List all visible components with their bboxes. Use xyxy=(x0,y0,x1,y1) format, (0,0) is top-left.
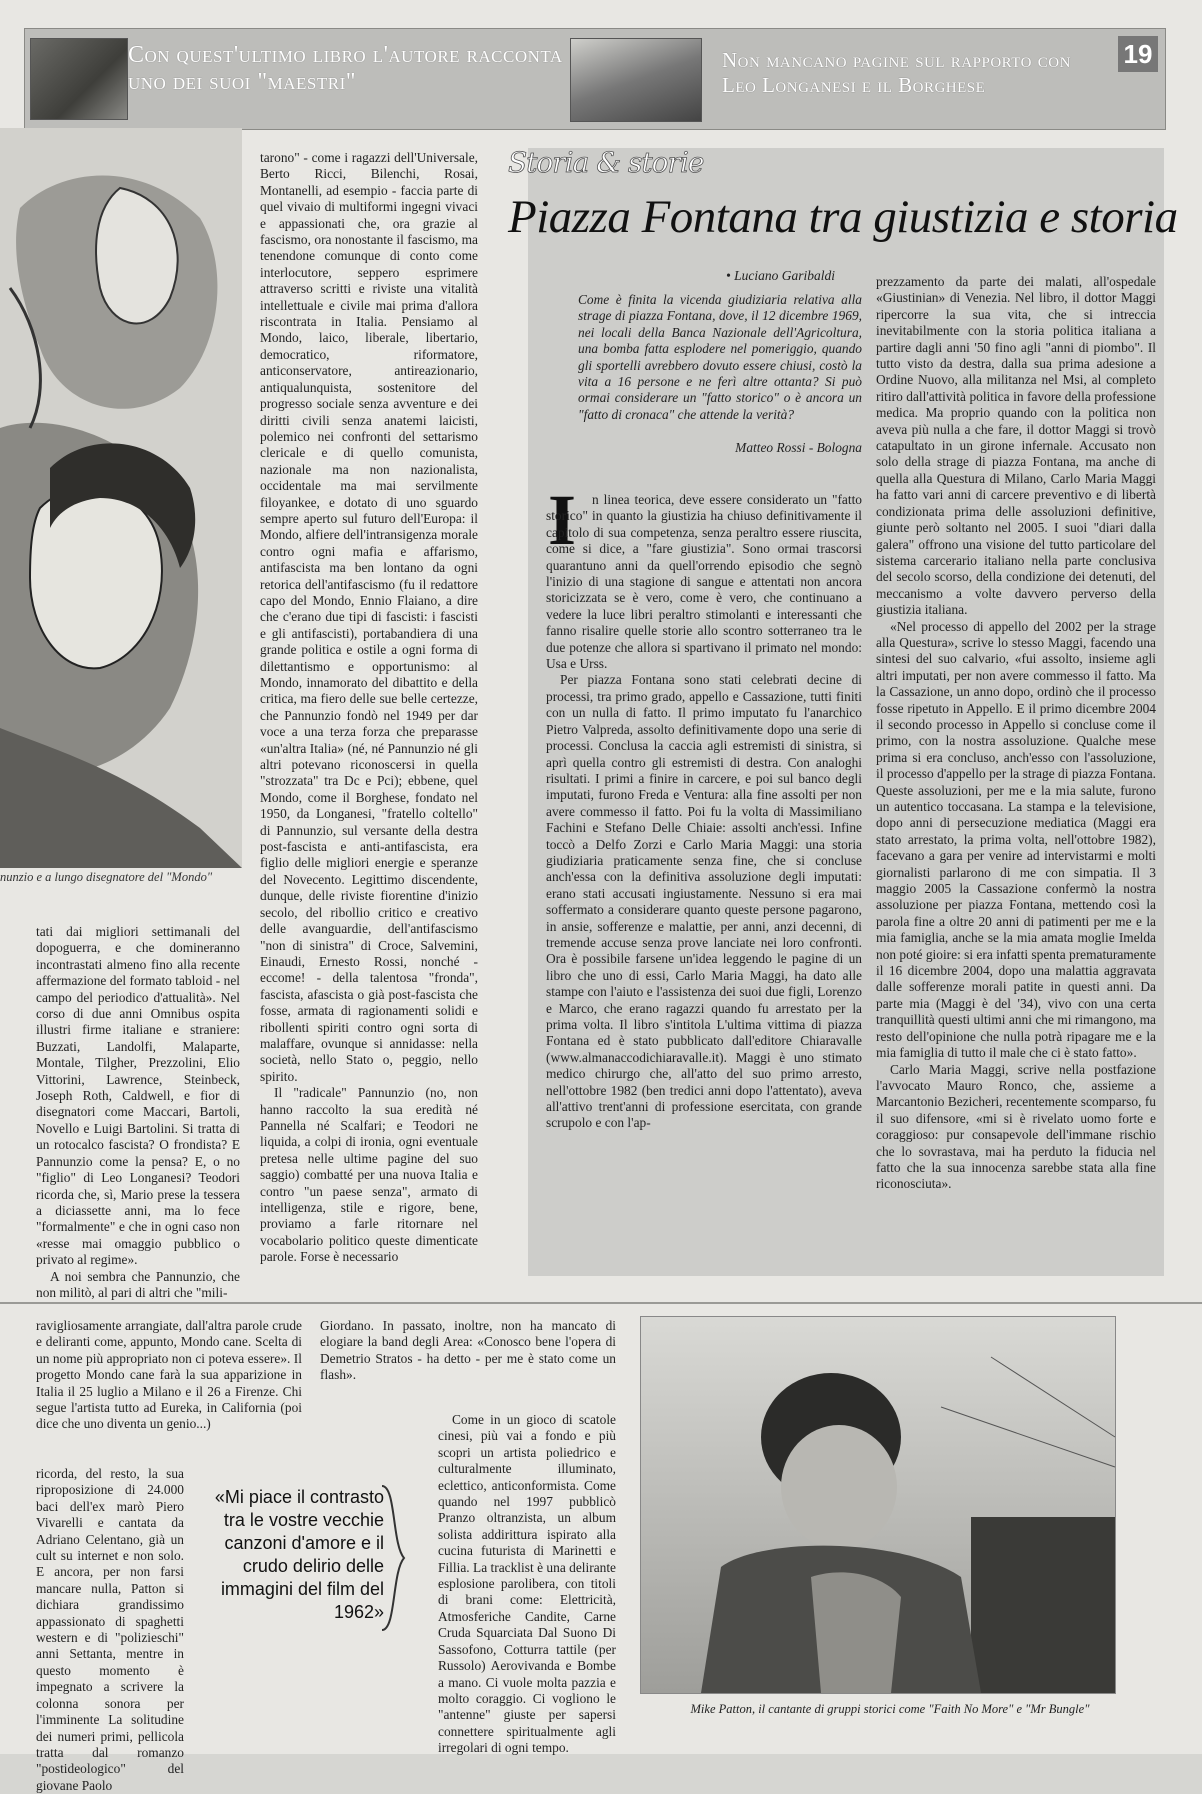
page-number: 19 xyxy=(1118,36,1158,72)
photo-image xyxy=(641,1317,1115,1693)
pull-quote-bracket xyxy=(378,1484,408,1632)
photo-caption: Mike Patton, il cantante di gruppi storici come "Faith No More" e "Mr Bungle" xyxy=(690,1702,1090,1716)
paragraph: prezzamento da parte dei malati, all'ospedale «Giustinian» di Venezia. Nel libro, il dottor Maggi ripercorre la sua vita, che si intreccia inevitabilmente con la storia politica italiana a partire dagli anni '50 fino agli "anni di piombo". Il tutto visto da destra, dalla sua prima adesione a Ordine Nuovo, alla militanza nel Msi, al completo ritiro dall'attività politica in favore della professione medica. Ma proprio quando con la politica non aveva più nulla a che fare, il dottor Maggi si trovò catapultato in un girone infernale. Accusato non solo della strage di piazza Fontana, ma anche di quella alla Questura di Milano, Carlo Maria Maggi ha fatto vari anni di carcere preventivo e di libertà condizionata prima delle assoluzioni definitive, giunte però soltanto nel 2005. I suoi "diari dalla galera" offrono una visione del tutto particolare del sistema carcerario italiano nella parte conclusiva del secolo scorso, della condizione dei detenuti, del meccanismo a volte davvero perverso della giustizia italiana. xyxy=(876,274,1156,618)
paragraph: Carlo Maria Maggi, scrive nella postfazione l'avvocato Mauro Ronco, che, assieme a Marcantonio Bezicheri, recentemente scomparso, fu il suo difensore, «mi si è rivelato uomo forte e coraggioso: pur consapevole dell'immane rischio che lo sovrastava, mai ha perduto la fiducia nel fatto che la sua innocenza sarebbe stata alla fine riconosciuta». xyxy=(876,1061,1156,1192)
header-left-text: Con quest'ultimo libro l'autore racconta uno dei suoi "maestri" xyxy=(128,42,563,95)
bottom-column-1-bottom: ricorda, del resto, la sua riproposizione di 24.000 baci dell'ex marò Piero Vivarelli e cantata da Adriano Celentano, già un cult su internet e non solo. E ancora, per non farsi mancare nulla, Patton si dichiara grandissimo appassionato di spaghetti western e di "polizieschi" anni Settanta, mentre in questo momento è impegnato a scrivere la colonna sonora per l'imminente La solitudine dei numeri primi, pellicola tratta dal romanzo "postideologico" del giovane Paolo xyxy=(36,1466,184,1793)
bottom-column-1-top: ravigliosamente arrangiate, dall'altra parole crude e deliranti come, appunto, Mondo cane. Scelta di un nome più appropriato non ci poteva essere». Il progetto Mondo cane farà la sua apparizione in Italia il 25 luglio a Milano e il 26 a Firenze. Chi segue l'artista tutto ad Eureka, in California (poi dice che uno diventa un genio...) xyxy=(36,1318,302,1432)
paragraph: Per piazza Fontana sono stati celebrati decine di processi, tra primo grado, appello e Cassazione, tutti finiti con un nulla di fatto. Il primo imputato fu l'anarchico Pietro Valpreda, assolto definitivamente dopo una serie di processi. Conclusa la caccia agli estremisti di sinistra, si aprì quella contro gli estremisti di destra. Con analoghi risultati. I primi a finire in carcere, e poi sul banco degli imputati, furono Freda e Ventura: alla fine assolti per non avere commesso il fatto. Poi fu la volta di Massimiliano Fachini e Stefano Delle Chiaie: assolti anch'essi. Infine toccò a Delfo Zorzi e Carlo Maria Maggi: una storia giudiziaria praticamente senza fine, che si concluse anch'essa con la definitiva assoluzione degli imputati: erano stati accusati ingiustamente. Nessuno si era mai soffermato a considerare quanto queste persone pagarono, in ansie, sofferenze e malattie, per anni, anzi decenni, di tremende accuse senza prove lanciate nei loro confronti. Ora è possibile farsene un'idea leggendo le pagine di un libro che uno di essi, Carlo Maria Maggi, ha dato alle stampe con l'aiuto e l'assistenza dei suoi due figli, Lorenzo e Marco, che erano ragazzi quando fu arrestato per la prima volta. Il libro s'intitola L'ultima vittima di piazza Fontana ed è stato pubblicato dall'editore Chiaravalle (www.almanaccodichiaravalle.it). Maggi è uno stimato medico chirurgo che, all'atto del suo primo arresto, nell'ottobre 1982 (ben tredici anni dopo l'attentato), aveva all'attivo trent'anni di professione esercitata, con grande scrupolo e con l'ap- xyxy=(546,672,862,1131)
illustration-caption: nunzio e a lungo disegnatore del "Mondo" xyxy=(0,870,213,884)
reader-letter-signature: Matteo Rossi - Bologna xyxy=(735,440,862,455)
header-thumbnail-right xyxy=(570,38,702,122)
paragraph: tarono" - come i ragazzi dell'Universale, Berto Ricci, Bilenchi, Rosai, Montanelli, ad esempio - faccia parte di quel vivaio di multiformi ingegni vivaci e appassionati che, ora grazie al fascismo, ora nonostante il fascismo, ma tenendone comunque di conto come interlocutore, seppero esprimere attraverso scritti e riviste una vitalità intellettuale e civile mai prima d'allora riscontrata in Italia. Pensiamo al Mondo, laico, liberale, libertario, democratico, riformatore, anticonservatore, antireazionario, antiqualunquista, sostenitore del progresso sociale senza avventure e dei diritti civili senza anatemi laicisti, polemico nei confronti del settarismo clericale e di quello comunista, nazionale ma non nazionalista, occidentale ma mai servilmente filoyankee, e dotato di uno sguardo sempre aperto sul futuro dell'Europa: il Mondo, alfiere dell'intransigenza morale contro ogni mafia e affarismo, antifascista ma ben lontano da ogni retorica dell'antifascismo (fu il redattore capo del Mondo, Ennio Flaiano, a dire che c'erano due tipi di fascisti: i fascisti e gli antifascisti), portabandiera di una grande politica e ostile a ogni forma di dilettantismo e opportunismo: al Mondo, innamorato del dibattito e della critica, ma fiero delle sue belle certezze, che Pannunzio fondò nel 1949 per dar voce a una terza forza che preparasse «un'altra Italia» (né, né Pannunzio né gli altri potevano riconoscersi in quella "strozzata" tra Dc e Pci); ebbene, quel Mondo, come il Borghese, fondato nel 1950, da Longanesi, "fratello coltello" di Pannunzio, sul versante della destra post-fascista e anti-antifascista, era figlio delle migliori energie e speranze del Novecento. Legittimo discendente, dunque, delle riviste fiorentine d'inizio secolo, del ribollio critico e creativo delle avanguardie, dell'antifascismo "non di sinistra" di Croce, Salvemini, Einaudi, Ernesto Rossi, nonché - eccome! - della talentosa "fronda", fascista, afascista o già post-fascista che fosse, armata di ragionamenti solidi e ribollenti spiriti contro ogni sorta di malaffare, ovunque si annidasse: nella società, nello Stato o, peggio, nello spirito. xyxy=(260,150,478,1084)
bottom-column-2: Come in un gioco di scatole cinesi, più vai a fondo e più scopri un artista poliedrico e culturalmente illuminato, eclettico, anticonformista. Come quando nel 1997 pubblicò Pranzo oltranzista, un album solista addirittura ispirato alla cucina futurista di Marinetti e Fillia. La tracklist è una delirante esplosione parolibera, con titoli di brani come: Elettricità, Atmosferiche Candite, Carne Cruda Squarciata Dal Suono Di Sassofono, Cotturra tattile (per Russolo) Aerovivanda e Bombe a mano. Ci vuole molta pazzia e molto coraggio. Ci vogliono le "antenne" giuste per sapersi connettere spiritualmente agli irregolari di ogni tempo. xyxy=(438,1412,616,1756)
reader-letter: Come è finita la vicenda giudiziaria relativa alla strage di piazza Fontana, dove, il 12 dicembre 1969, nei locali della Banca Nazionale dell'Agricoltura, una bomba fatta esplodere nel pomeriggio, quando gli sportelli avrebbero dovuto essere chiusi, costò la vita a 16 persone e ne ferì altre ottanta? Si può ormai considerare un "fatto storico" o è ancora un "fatto di cronaca" che attende la verità? xyxy=(578,292,862,422)
left-column-2 xyxy=(260,150,478,1266)
header-thumbnail-left xyxy=(30,38,128,120)
section-divider xyxy=(0,1302,1202,1304)
article-byline: • Luciano Garibaldi xyxy=(726,268,835,283)
paragraph: Il "radicale" Pannunzio (no, non hanno raccolto la sua eredità né Pannella né Scalfari; e Teodori ne liquida, a colpi di ironia, ogni eventuale pretesa nelle ultime pagine del suo saggio) combatté per una nuova Italia e contro "un paese senza", armato di intelligenza, stile e rigore, bene, proviamo a farle ritornare nel vocabolario politico queste dimenticate parole. Forse è necessario xyxy=(260,1085,478,1265)
pull-quote: «Mi piace il contrasto tra le vostre vecchie canzoni d'amore e il crudo delirio delle immagini del film del 1962» xyxy=(214,1487,384,1622)
article-headline: Piazza Fontana tra giustizia e storia xyxy=(508,191,1178,243)
illustration xyxy=(0,128,242,868)
paragraph: A noi sembra che Pannunzio, che non militò, al pari di altri che "mili- xyxy=(36,1268,240,1300)
drop-cap: I xyxy=(548,480,577,560)
paragraph: tati dai migliori settimanali del dopoguerra, e che domineranno incontrastati almeno fino alla recente affermazione del formato tabloid - nel campo del periodico d'attualità». Nel corso di due anni Omnibus ospita illustri firme italiane e straniere: Buzzati, Landolfi, Malaparte, Montale, Tilgher, Prezzolini, Elio Vittorini, Lawrence, Steinbeck, Joseph Roth, Caldwell, e fior di disegnatori come Maccari, Bartoli, Novello e Luigi Bartolini. Si tratta di un rotocalco fascista? O frondista? E Pannunzio come la pensa? E, o no "figlio" di Leo Longanesi? Teodori ricorda che, sì, Mario prese la tessera a diciassette anni, ma lo fece "formalmente" e che in ogni caso non «resse mai omaggio pubblico o privato al regime». xyxy=(36,924,240,1268)
paragraph: «Nel processo di appello del 2002 per la strage alla Questura», scrive lo stesso Maggi, facendo una sintesi del suo calvario, «fui assolto, insieme agli altri imputati, per non avere commesso il fatto. Ma la Cassazione, un anno dopo, ordinò che il processo fosse ripetuto in Appello. E il primo dicembre 2004 il secondo processo in Appello si concluse come il primo, con la nostra assoluzione. Qualche mese prima si era concluso, anch'esso con l'assoluzione, il processo d'appello per la strage di piazza Fontana. Queste assoluzioni, per me e la mia salute, furono un autentico toccasana. La stampa e la televisione, dopo anni di persecuzione mediatica (Maggi era stato arrestato, la prima volta, nell'ottobre 1982), facevano a gara per venire ad intervistarmi e molti giornalisti parlarono di me con simpatia. Il 3 maggio 2005 la Cassazione confermò la nostra assoluzione per piazza Fontana, mettendo così la parola fine a oltre 20 anni di patimenti per me e la mia famiglia, anche se la mia amata moglie Imelda non poté gioire: si era infatti spenta prematuramente il 16 dicembre 2004, dopo una malattia aggravata dalle sofferenze morali patite in questi anni. Da parte mia (Maggi è del '34), vivo con una certa tranquillità questi ultimi anni che mi rimangono, ma resto dell'opinione che nulla potrà ripagare me e la mia famiglia di tutto il male che ci è stato fatto». xyxy=(876,618,1156,1061)
illustration-drawing xyxy=(0,128,242,868)
bottom-column-2-top: Giordano. In passato, inoltre, non ha mancato di elogiare la band degli Area: «Conosco bene l'opera di Demetrio Stratos - ha detto - per me è stato come un flash». xyxy=(320,1318,616,1383)
paragraph: n linea teorica, deve essere considerato un "fatto storico" in quanto la giustizia ha chiuso definitivamente il capitolo di sua competenza, senza peraltro essere riuscita, come si dice, a "fare giustizia". Sono ormai trascorsi quarantuno anni da quell'orrendo episodio che segnò l'inizio di una stagione di sangue e attentati non ancora storicizzata se è vero, come è vero, che continuano a vedere la luce libri peraltro stimolanti e interessanti che fanno risalire quelle storie allo scontro sotterraneo tra le due potenze che allora si spartivano il primato nel mondo: Usa e Urss. xyxy=(546,492,862,672)
photo-mike-patton xyxy=(640,1316,1116,1694)
left-column-1 xyxy=(36,924,240,1301)
article-column-2 xyxy=(876,274,1156,1193)
article-column-1 xyxy=(546,480,862,1132)
section-kicker: Storia & storie xyxy=(508,146,704,179)
header-right-text: Non mancano pagine sul rapporto con Leo Longanesi e il Borghese xyxy=(722,48,1071,97)
